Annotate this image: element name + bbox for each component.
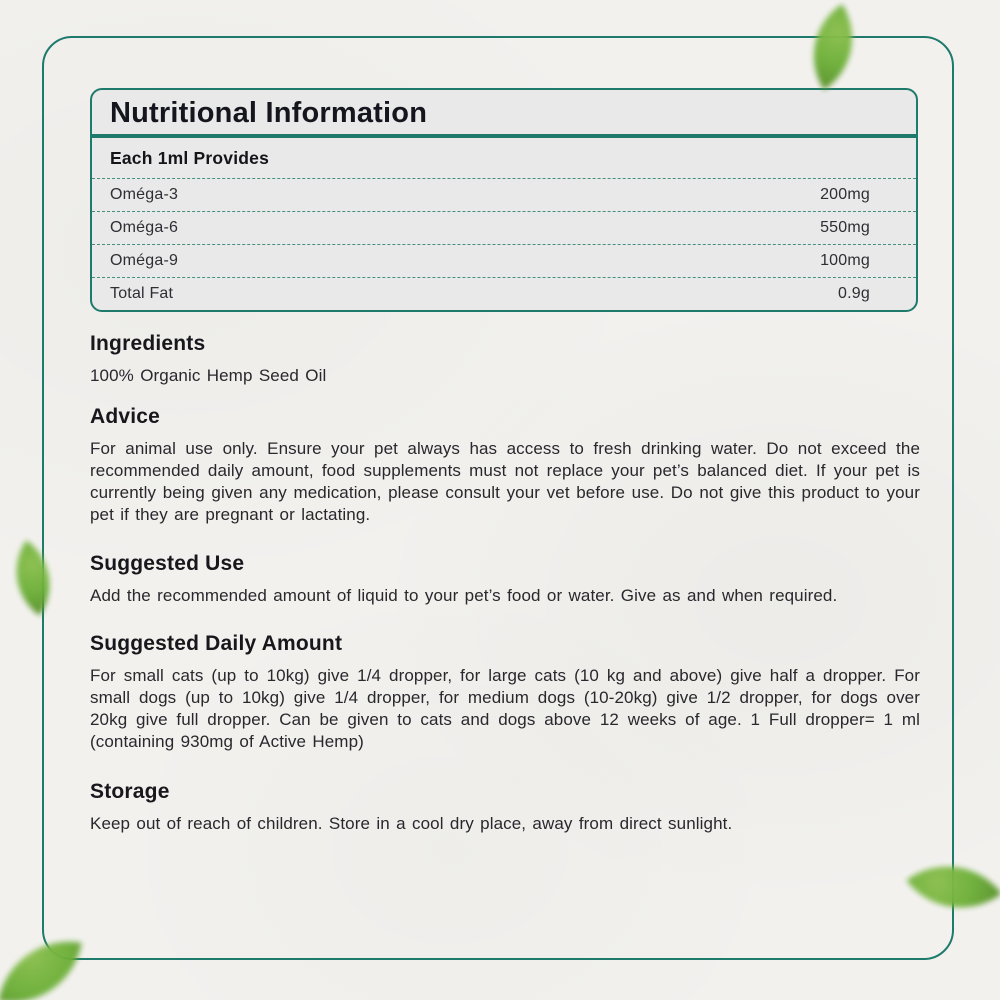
section-ingredients [90,332,920,387]
leaf-icon [0,930,82,1000]
nutrient-amount: 200mg [820,186,870,203]
suggested-use-text: Add the recommended amount of liquid to your pet’s food or water. Give as and when required. [90,586,838,605]
section-heading-storage: Storage [90,780,170,803]
storage-text: Keep out of reach of children. Store in a cool dry place, away from direct sunlight. [90,814,733,833]
label-frame-border [42,36,954,960]
section-storage [90,780,920,835]
nutrient-amount: 550mg [820,219,870,236]
nutrient-name: Total Fat [110,285,174,302]
label-text-content [90,332,920,835]
section-heading-ingredients: Ingredients [90,332,206,355]
nutrition-table [90,88,918,312]
table-row-omega9 [92,244,916,277]
nutrition-table-title: Nutritional Information [92,90,916,138]
nutrient-amount: 0.9g [838,285,870,302]
table-row-omega6 [92,211,916,244]
nutrient-name: Oméga-9 [110,252,179,269]
suggested-daily-amount-text: For small cats (up to 10kg) give 1/4 dropper, for large cats (10 kg and above) give half a dropper. For small dogs (up to 10kg) give 1/4 dropper, for medium dogs (10-20kg) give 1/2 dropper, for dogs over 20kg give full dropper. Can be given to cats and dogs above 12 weeks of age. 1 Full dropper= 1 ml (containing 930mg of Active Hemp) [90,666,920,751]
table-row-omega3 [92,178,916,211]
nutrient-name: Oméga-6 [110,219,179,236]
ingredients-text: 100% Organic Hemp Seed Oil [90,366,327,385]
section-heading-advice: Advice [90,405,161,428]
nutrient-name: Oméga-3 [110,186,179,203]
section-suggested-daily-amount [90,632,920,753]
advice-text: For animal use only. Ensure your pet always has access to fresh drinking water. Do not exceed the recommended daily amount, food supplements must not replace your pet’s balanced diet. If your pet is currently being given any medication, please consult your vet before use. Do not give this product to your pet if they are pregnant or lactating. [90,439,920,524]
table-row-total-fat [92,277,916,310]
section-suggested-use [90,552,920,607]
nutrient-amount: 100mg [820,252,870,269]
section-heading-suggested-use: Suggested Use [90,552,245,575]
nutrition-table-header: Each 1ml Provides [110,148,270,168]
section-advice [90,405,920,526]
section-heading-suggested-daily-amount: Suggested Daily Amount [90,632,343,655]
